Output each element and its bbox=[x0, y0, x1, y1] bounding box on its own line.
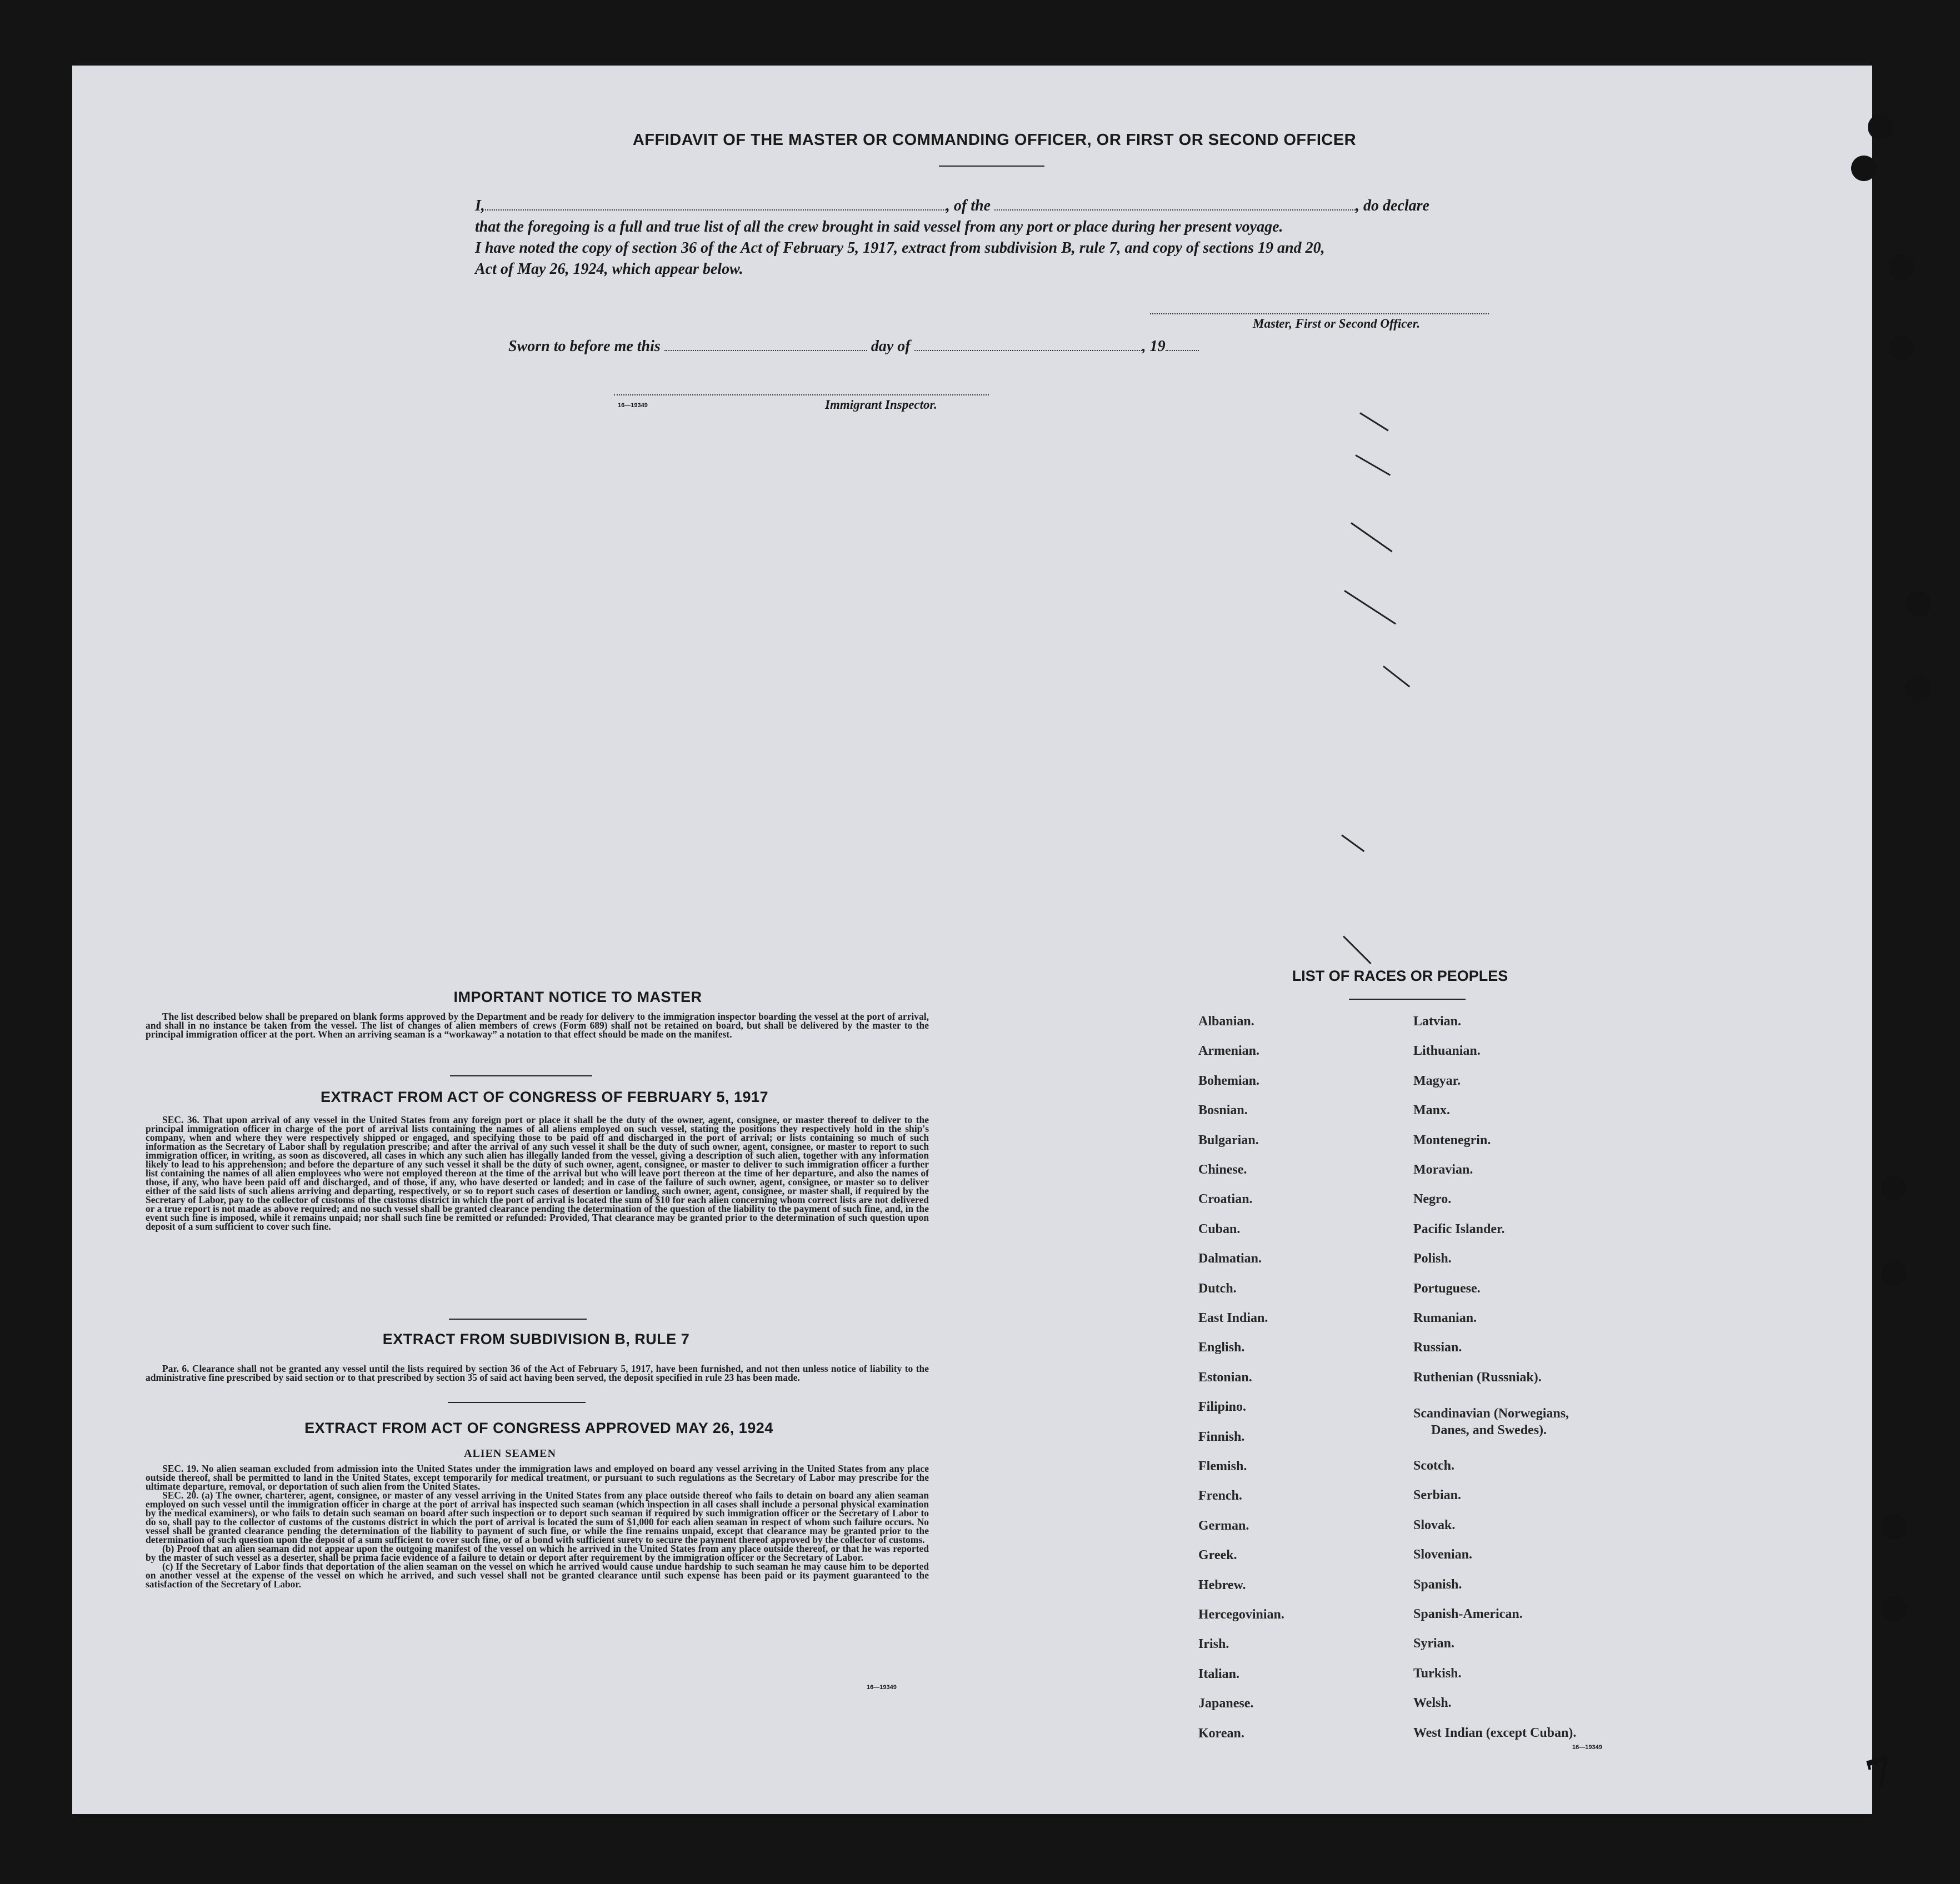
race-item: Finnish. bbox=[1198, 1429, 1245, 1444]
race-item: Pacific Islander. bbox=[1413, 1221, 1505, 1236]
section-36-paragraph: SEC. 36. That upon arrival of any vessel in the United States from any foreign port or place it shall be the duty of the owner, agent, consignee, or master thereof to deliver to the principal immigration officer in charge of the port of arrival lists containing the names of all aliens employed on such vessel, stating the positions they respectively hold in the ship's company, when and where they were respectively shipped or engaged, and specifying those to be paid off and discharged in the port of arrival; or lists containing so much of such information as the Secretary of Labor shall by regulation prescribe; and after the arrival of any such vessel it shall be the duty of such owner, agent, consignee, or master to report to such immigration officer, in writing, as soon as discovered, all cases in which any such alien has illegally landed from the vessel, giving a description of such alien, together with any information likely to lead to his apprehension; and before the departure of any such vessel it shall be the duty of such owner, agent, consignee, or master to deliver to such immigration officer a further list containing the names of all alien employees who were not employed thereon at the time of the arrival but who will leave port thereon at the time of her departure, and also the names of those, if any, who have been paid off and discharged, and of those, if any, who have deserted or landed; and in case of the failure of such owner, agent, consignee, or master so to deliver either of the said lists of such aliens arriving and departing, respectively, or so to report such cases of desertion or landing, such owner, agent, consignee, or master shall, if required by the Secretary of Labor, pay to the collector of customs of the customs district in which the port of arrival is located the sum of $10 for each alien concerning whom correct lists are not delivered or a true report is not made as above required; and no such vessel shall be granted clearance pending the determination of the question of the liability to the payment of such fine, and, in the event such fine is imposed, while it remains unpaid; nor shall such fine be remitted or refunded: Provided, That clearance may be granted prior to the determination of such question upon deposit of a sum sufficient to cover such fine. bbox=[146, 1114, 929, 1232]
race-item: Welsh. bbox=[1413, 1696, 1452, 1711]
race-item: Hercegovinian. bbox=[1198, 1607, 1284, 1622]
punch-hole bbox=[1851, 156, 1877, 181]
sworn-year: , 19 bbox=[1142, 338, 1166, 355]
race-item: Rumanian. bbox=[1413, 1311, 1477, 1325]
race-item: Dutch. bbox=[1198, 1281, 1237, 1296]
title-underline bbox=[939, 166, 1044, 167]
form-number-top: 16—19349 bbox=[618, 402, 648, 409]
race-item: Manx. bbox=[1413, 1103, 1450, 1118]
race-item: Albanian. bbox=[1198, 1014, 1254, 1029]
section-19-paragraph: SEC. 19. No alien seaman excluded from admission into the United States under the immigration laws and employed on board any vessel arriving in the United States from any place outside thereof, shall be permitted to land in the United States, except temporarily for medical treatment, or pursuant to such regulations as the Secretary of Labor may prescribe for the ultimate departure, removal, or deportation of such alien from the United States. bbox=[146, 1463, 929, 1492]
punch-hole bbox=[1906, 591, 1931, 617]
punch-hole bbox=[1881, 1175, 1907, 1201]
race-item: Spanish-American. bbox=[1413, 1607, 1523, 1621]
races-title-underline bbox=[1349, 999, 1466, 1000]
race-item: Dalmatian. bbox=[1198, 1251, 1262, 1266]
alien-seamen-subtitle: ALIEN SEAMEN bbox=[464, 1447, 556, 1460]
declaration-line-4: Act of May 26, 1924, which appear below. bbox=[475, 260, 743, 278]
rule7-paragraph: Par. 6. Clearance shall not be granted any vessel until the lists required by section 36 of the Act of February 5, 1917, have been furnished, and not then unless notice of liability to the administrative fine prescribed by said section or to that prescribed by section 35 of said act having been served, the deposit specified in rule 23 has been made. bbox=[146, 1363, 929, 1383]
punch-hole bbox=[1889, 335, 1914, 361]
declaration-line-3: I have noted the copy of section 36 of the Act of February 5, 1917, extract from subdivision B, rule 7, and copy of sections 19 and 20, bbox=[475, 239, 1325, 257]
section-20b-paragraph: (b) Proof that an alien seaman did not appear upon the outgoing manifest of the vessel on which he arrived in the United States from any place outside thereof, or that he was reported by the master of such vessel as a deserter, shall be prima facie evidence of a failure to detain or deport after requirement by the immigration officer or the Secretary of Labor. bbox=[146, 1543, 929, 1563]
race-item: West Indian (except Cuban). bbox=[1413, 1725, 1577, 1740]
race-item: Negro. bbox=[1413, 1192, 1452, 1207]
form-number-bottom: 16—19349 bbox=[867, 1684, 897, 1691]
race-item: Latvian. bbox=[1413, 1014, 1462, 1029]
punch-hole bbox=[1906, 675, 1931, 701]
declaration-i: I, bbox=[475, 197, 485, 214]
race-item: English. bbox=[1198, 1340, 1245, 1355]
handwritten-mark: 7 bbox=[1861, 1747, 1899, 1798]
master-signature-label: Master, First or Second Officer. bbox=[1253, 317, 1421, 330]
name-blank[interactable] bbox=[485, 197, 946, 211]
declaration-line-1 bbox=[475, 196, 1514, 217]
race-item: Scandinavian (Norwegians, bbox=[1413, 1406, 1569, 1421]
section-rule bbox=[448, 1402, 586, 1403]
sworn-day-blank[interactable] bbox=[664, 338, 867, 351]
race-item: French. bbox=[1198, 1489, 1242, 1504]
sworn-year-blank[interactable] bbox=[1166, 338, 1199, 351]
sworn-line bbox=[508, 338, 1199, 355]
race-item: Bulgarian. bbox=[1198, 1133, 1259, 1148]
race-item: Slovenian. bbox=[1413, 1547, 1473, 1562]
declaration-do-declare: , do declare bbox=[1356, 197, 1429, 214]
affidavit-title: AFFIDAVIT OF THE MASTER OR COMMANDING OFFICER, OR FIRST OR SECOND OFFICER bbox=[632, 131, 1357, 149]
rule7-body bbox=[146, 1364, 929, 1382]
extract-1917-title: EXTRACT FROM ACT OF CONGRESS OF FEBRUARY 5, 1917 bbox=[320, 1089, 769, 1105]
race-item: Irish. bbox=[1198, 1637, 1229, 1652]
declaration bbox=[475, 196, 1514, 280]
race-item: Croatian. bbox=[1198, 1192, 1253, 1207]
sworn-text: Sworn to before me this bbox=[508, 338, 661, 355]
race-item: Bohemian. bbox=[1198, 1073, 1260, 1088]
punch-hole bbox=[1881, 1261, 1907, 1286]
race-item: Cuban. bbox=[1198, 1221, 1241, 1236]
vessel-blank[interactable] bbox=[994, 197, 1356, 211]
race-item: Flemish. bbox=[1198, 1459, 1247, 1474]
section-20c-paragraph: (c) If the Secretary of Labor finds that deportation of the alien seaman on the vessel on which he arrived would cause undue hardship to such seaman he may cause him to be deported on another vessel at the expense of the vessel on which he arrived, and such vessel shall not be granted clearance until such expense has been paid or its payment guaranteed to the satisfaction of the Secretary of Labor. bbox=[146, 1561, 929, 1590]
race-item: Hebrew. bbox=[1198, 1577, 1246, 1592]
race-item: Estonian. bbox=[1198, 1370, 1252, 1385]
race-item: Korean. bbox=[1198, 1726, 1244, 1741]
rule7-title: EXTRACT FROM SUBDIVISION B, RULE 7 bbox=[382, 1331, 690, 1347]
race-item: Filipino. bbox=[1198, 1400, 1247, 1415]
race-item: Serbian. bbox=[1413, 1488, 1462, 1503]
race-item: Russian. bbox=[1413, 1340, 1462, 1355]
race-item: Italian. bbox=[1198, 1666, 1240, 1681]
race-item: Slovak. bbox=[1413, 1517, 1456, 1532]
section-rule bbox=[449, 1319, 587, 1320]
inspector-label: Immigrant Inspector. bbox=[825, 398, 937, 412]
race-item: East Indian. bbox=[1198, 1311, 1268, 1325]
race-item: Syrian. bbox=[1413, 1636, 1455, 1651]
race-item: Moravian. bbox=[1413, 1163, 1473, 1177]
race-item: Chinese. bbox=[1198, 1163, 1247, 1177]
race-item: Lithuanian. bbox=[1413, 1044, 1481, 1059]
race-item: Bosnian. bbox=[1198, 1103, 1248, 1118]
race-item: Danes, and Swedes). bbox=[1431, 1423, 1547, 1437]
race-item: Polish. bbox=[1413, 1251, 1452, 1266]
section-20a-paragraph: SEC. 20. (a) The owner, charterer, agent, consignee, or master of any vessel arriving in the United States from any place outside thereof who fails to detain on board any alien seaman employed on such vessel until the immigration officer in charge at the port of arrival has inspected such seaman (which inspection in all cases shall include a personal physical examination by the medical examiners), or who fails to detain such seaman on board after such inspection or to deport such seaman if required by such immigration officer or the Secretary of Labor to do so, shall pay to the collector of customs of the customs district in which the port of arrival is located the sum of $1,000 for each alien seaman in respect of whom such failure occurs. No vessel shall be granted clearance pending the determination of the liability to payment of such fine, or while the fine remains unpaid, except that clearance may be granted prior to the determination of such question upon the deposit of a sum sufficient to cover such fine, or of a bond with sufficient surety to secure the payment thereof approved by the collector of customs. bbox=[146, 1490, 929, 1545]
race-item: Spanish. bbox=[1413, 1577, 1462, 1592]
extract-1924-title: EXTRACT FROM ACT OF CONGRESS APPROVED MAY 26, 1924 bbox=[304, 1420, 773, 1436]
race-item: Portuguese. bbox=[1413, 1281, 1481, 1296]
race-item: Magyar. bbox=[1413, 1073, 1461, 1088]
races-title: LIST OF RACES OR PEOPLES bbox=[1292, 968, 1508, 984]
declaration-of-the: , of the bbox=[946, 197, 991, 214]
race-item: Armenian. bbox=[1198, 1044, 1259, 1059]
race-item: Japanese. bbox=[1198, 1696, 1254, 1711]
form-number-races: 16—19349 bbox=[1572, 1744, 1602, 1751]
notice-paragraph: The list described below shall be prepared on blank forms approved by the Department and be ready for delivery to the immigration inspector boarding the vessel at the port of arrival, and shall in no instance be taken from the vessel. The list of changes of alien members of crews (Form 689) shall not be retained on board, but shall be delivered by the master to the principal immigration officer at the port. When an arriving seaman is a “workaway” a notation to that effect should be made on the manifest. bbox=[146, 1011, 929, 1040]
race-item: Montenegrin. bbox=[1413, 1133, 1491, 1148]
punch-hole bbox=[1881, 1596, 1907, 1622]
race-item: Scotch. bbox=[1413, 1459, 1454, 1473]
punch-hole bbox=[1881, 1514, 1907, 1540]
sworn-month-blank[interactable] bbox=[914, 338, 1142, 351]
punch-hole bbox=[1868, 114, 1893, 140]
sworn-day-of: day of bbox=[871, 338, 911, 355]
notice-title: IMPORTANT NOTICE TO MASTER bbox=[453, 989, 702, 1005]
punch-hole bbox=[1889, 254, 1914, 280]
declaration-line-2: that the foregoing is a full and true list of all the crew brought in said vessel from any port or place during her present voyage. bbox=[475, 218, 1283, 236]
inspector-signature-line[interactable] bbox=[614, 394, 989, 395]
extract-1917-body bbox=[146, 1115, 929, 1231]
extract-1924-body bbox=[146, 1464, 929, 1589]
race-item: Ruthenian (Russniak). bbox=[1413, 1370, 1542, 1385]
race-item: Turkish. bbox=[1413, 1666, 1462, 1681]
master-signature-line[interactable] bbox=[1150, 313, 1489, 314]
section-rule bbox=[450, 1075, 592, 1076]
notice-body bbox=[146, 1012, 929, 1039]
race-item: Greek. bbox=[1198, 1548, 1237, 1563]
race-item: German. bbox=[1198, 1518, 1249, 1533]
